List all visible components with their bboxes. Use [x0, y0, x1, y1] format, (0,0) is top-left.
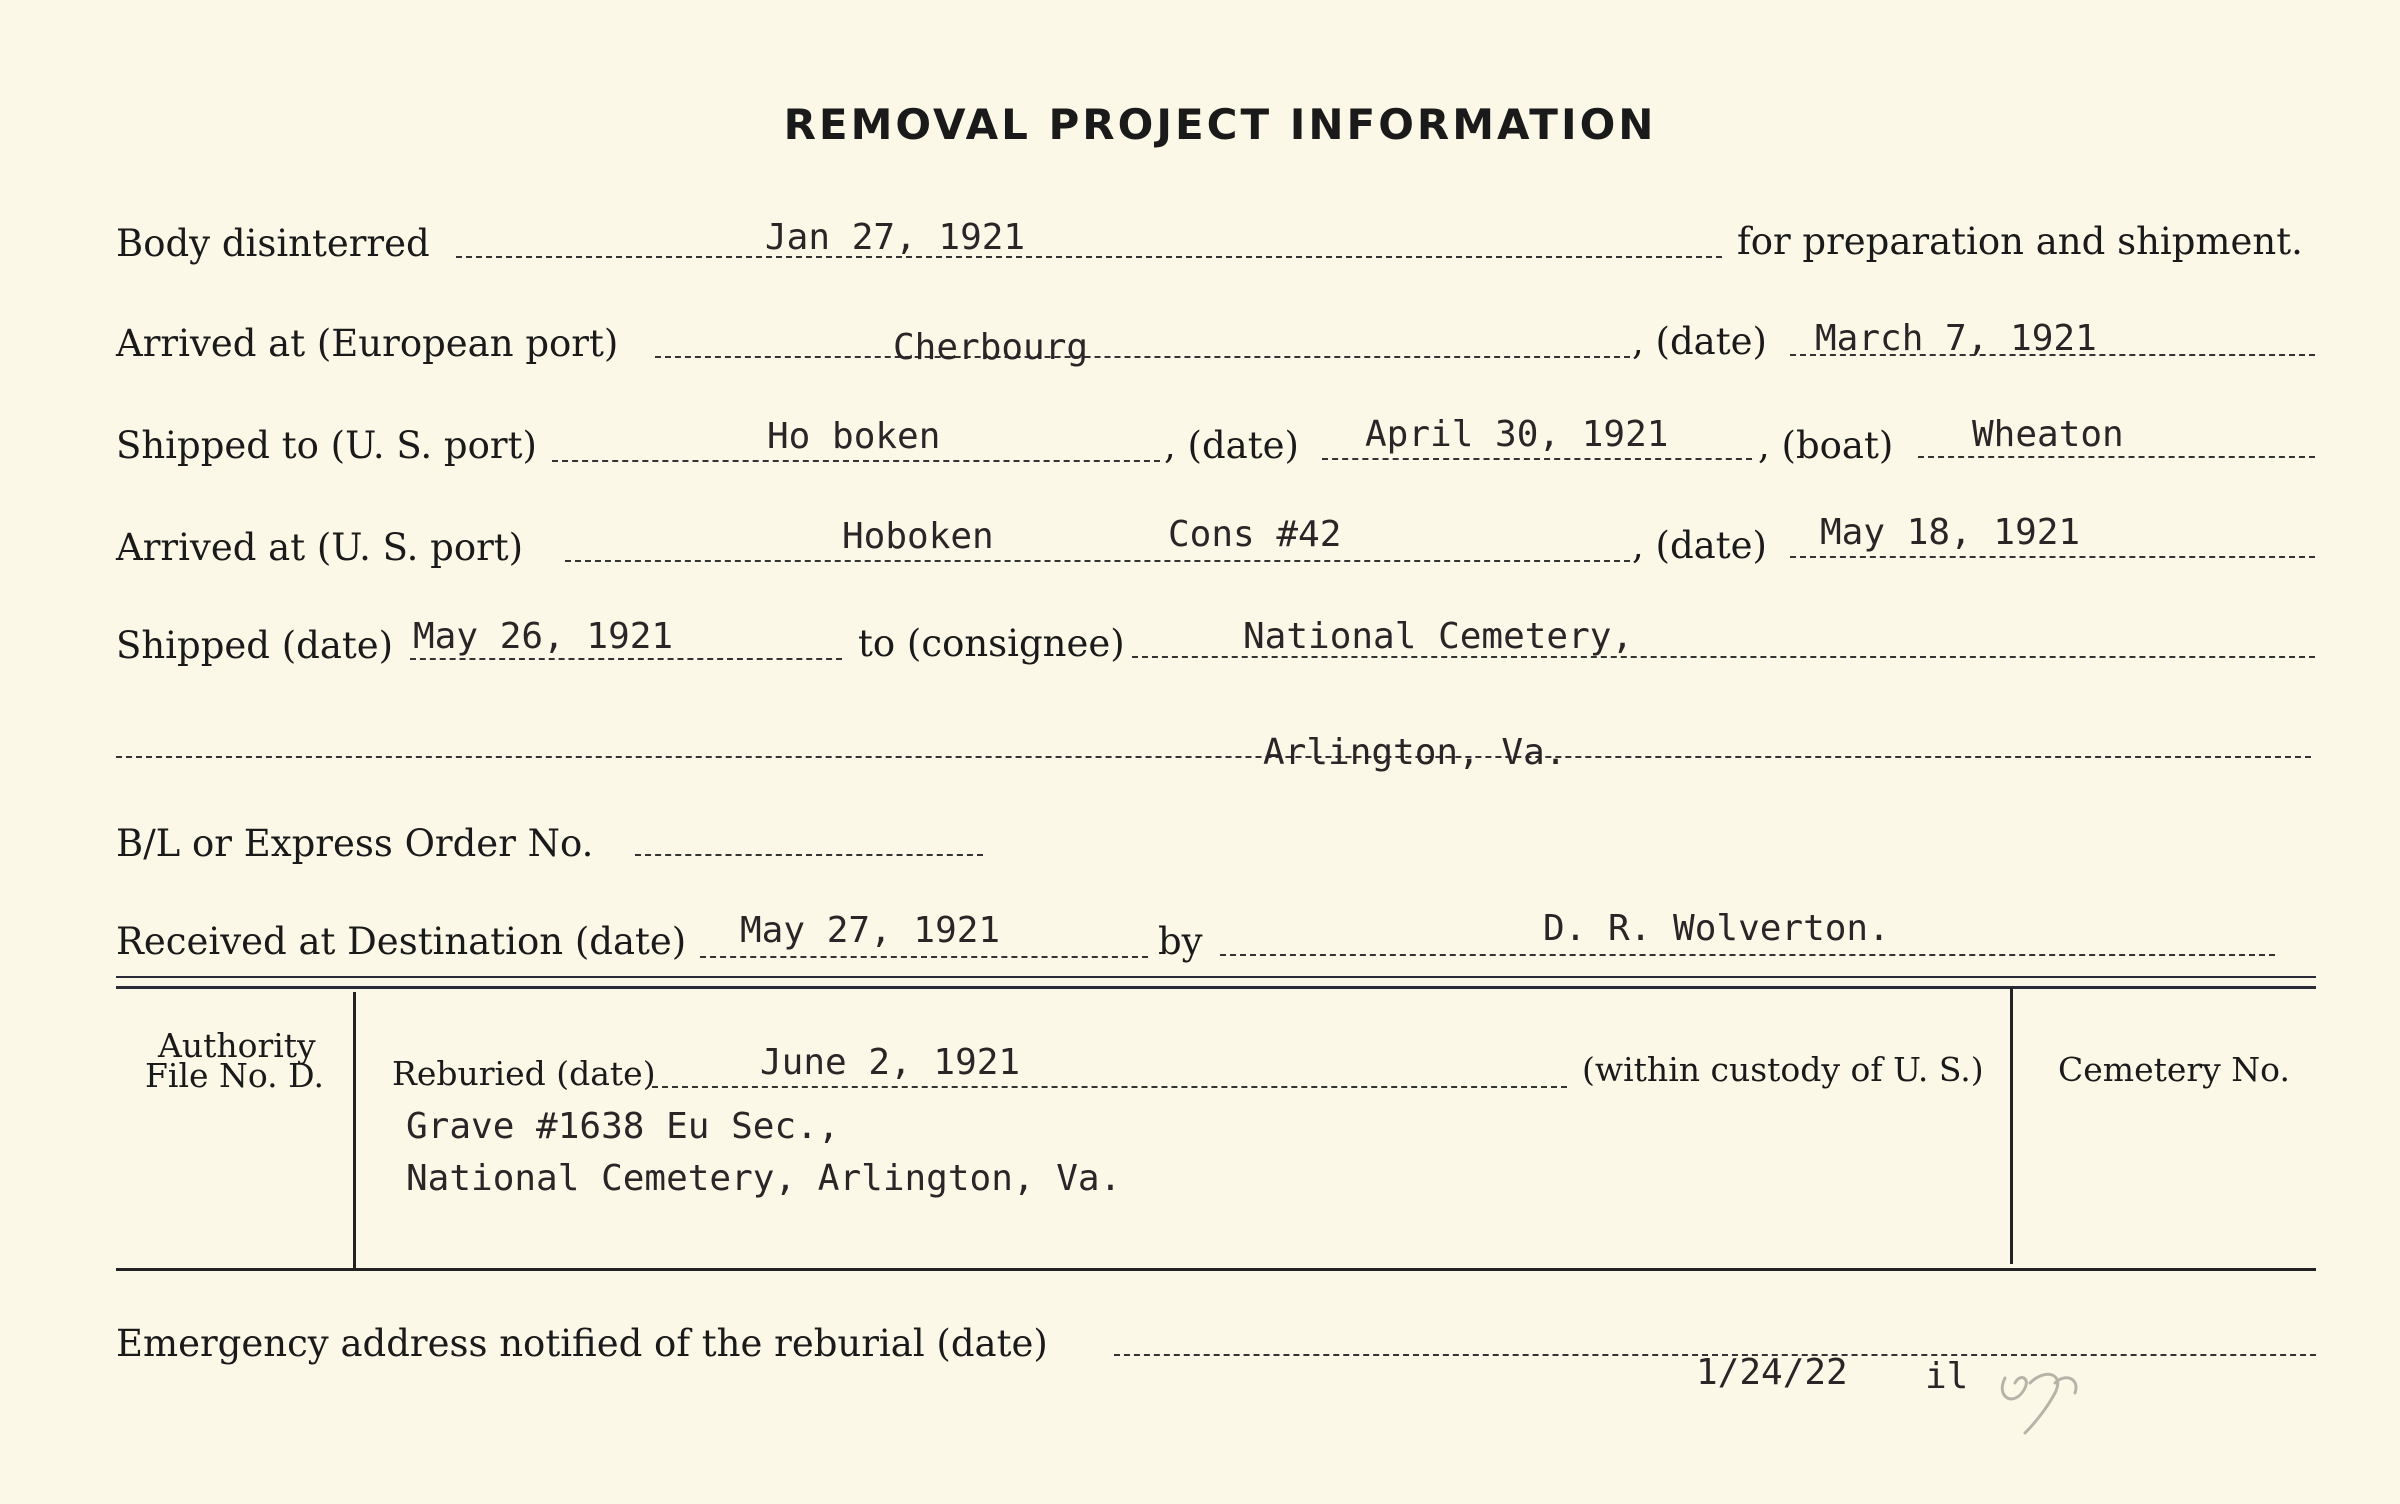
shipped-us-value: Ho boken — [767, 416, 941, 457]
emergency-value: 1/24/22 — [1696, 1352, 1848, 1393]
box-top-rule-1 — [116, 976, 2316, 978]
received-value: May 27, 1921 — [740, 910, 1001, 951]
shipped-us-boat-label: , (boat) — [1758, 424, 1894, 467]
grave-line-2: National Cemetery, Arlington, Va. — [406, 1158, 1122, 1199]
consignee-label: to (consignee) — [858, 622, 1125, 665]
shipped-date-value: May 26, 1921 — [413, 616, 674, 657]
shipped-us-date-value: April 30, 1921 — [1365, 414, 1669, 455]
authority-label-2: File No. D. — [145, 1056, 324, 1095]
shipped-us-label: Shipped to (U. S. port) — [116, 424, 537, 467]
shipped-us-boat-value: Wheaton — [1972, 414, 2124, 455]
arrived-us-line — [565, 560, 1630, 562]
arrived-us-date-line — [1790, 556, 2315, 558]
arrived-us-value: Hoboken — [842, 516, 994, 557]
reburied-value: June 2, 1921 — [760, 1042, 1021, 1083]
emergency-label: Emergency address notified of the reburial (date) — [116, 1322, 1048, 1365]
arrived-us-date-label: , (date) — [1632, 524, 1767, 567]
arrived-european-date-value: March 7, 1921 — [1815, 318, 2097, 359]
arrived-us-label: Arrived at (U. S. port) — [116, 526, 524, 569]
custody-label: (within custody of U. S.) — [1582, 1050, 1984, 1089]
received-line — [700, 956, 1148, 958]
arrived-european-label: Arrived at (European port) — [116, 322, 619, 365]
disinterred-suffix: for preparation and shipment. — [1737, 220, 2303, 263]
authority-label-1: Authority — [158, 1026, 316, 1065]
disinterred-value: Jan 27, 1921 — [765, 217, 1026, 258]
arrived-european-value: Cherbourg — [893, 327, 1089, 368]
consignee-value-2: Arlington, Va. — [1263, 732, 1567, 773]
emergency-initials: il — [1925, 1356, 1969, 1397]
arrived-us-date-value: May 18, 1921 — [1820, 512, 2081, 553]
disinterred-line — [456, 256, 1722, 258]
shipped-date-label: Shipped (date) — [116, 624, 394, 667]
grave-line-1: Grave #1638 Eu Sec., — [406, 1106, 840, 1147]
shipped-date-line — [410, 658, 842, 660]
reburied-line — [652, 1086, 1567, 1088]
received-by-label: by — [1158, 920, 1203, 963]
bl-line — [635, 854, 983, 856]
box-bottom-rule — [116, 1268, 2316, 1271]
cemetery-no-label: Cemetery No. — [2058, 1050, 2290, 1089]
reburied-label: Reburied (date) — [392, 1054, 656, 1093]
box-divider-left — [353, 992, 356, 1268]
received-by-value: D. R. Wolverton. — [1543, 908, 1890, 949]
shipped-us-date-label: , (date) — [1164, 424, 1299, 467]
received-label: Received at Destination (date) — [116, 920, 687, 963]
consignee-value: National Cemetery, — [1243, 616, 1634, 657]
received-by-line — [1220, 954, 2275, 956]
bl-label: B/L or Express Order No. — [116, 822, 594, 865]
shipped-us-line — [552, 460, 1160, 462]
consignee-line-2 — [116, 756, 2311, 758]
shipped-us-boat-line — [1918, 456, 2315, 458]
handwritten-initials-mark — [1985, 1348, 2105, 1438]
card-title: REMOVAL PROJECT INFORMATION — [783, 100, 1657, 149]
arrived-european-line — [655, 356, 1630, 358]
box-divider-right — [2010, 988, 2013, 1264]
arrived-us-cons: Cons #42 — [1168, 514, 1342, 555]
shipped-us-date-line — [1322, 458, 1752, 460]
box-top-rule-2 — [116, 986, 2316, 989]
arrived-european-date-label: , (date) — [1632, 320, 1767, 363]
disinterred-label: Body disinterred — [116, 222, 430, 265]
